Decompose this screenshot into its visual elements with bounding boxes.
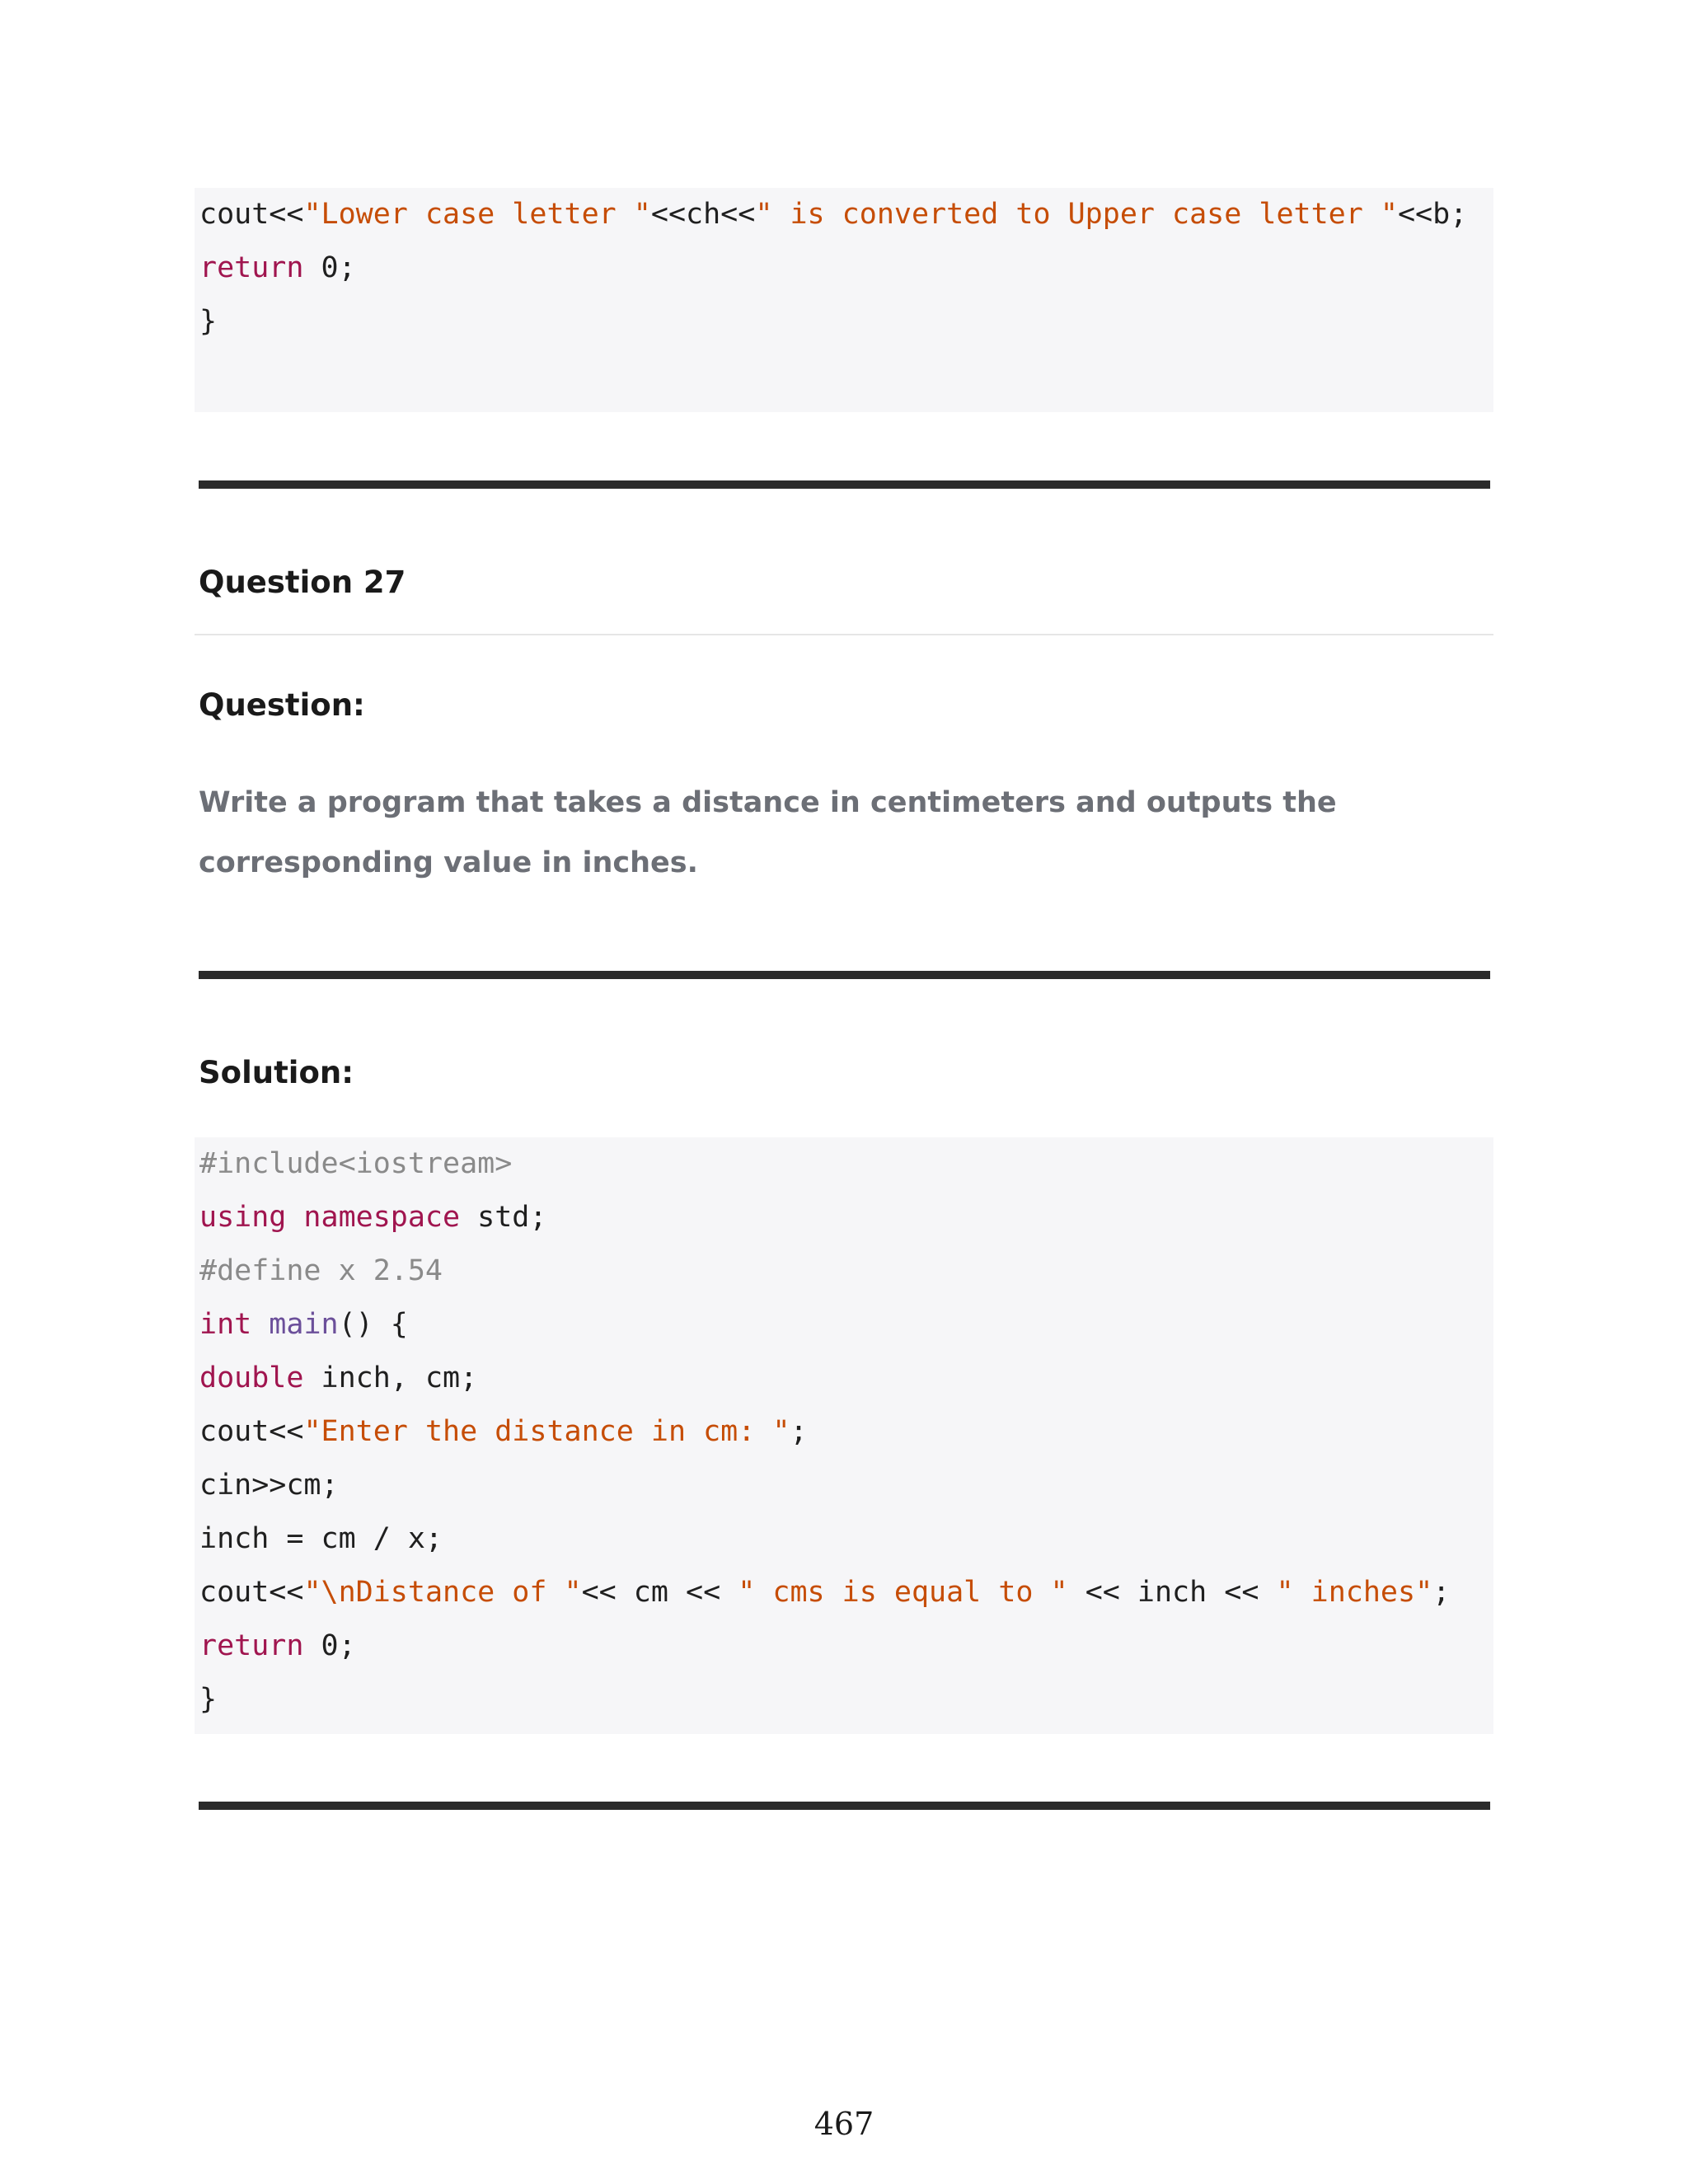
code-string: " is converted to Upper case letter " — [755, 198, 1398, 231]
code-string: "Enter the distance in cm: " — [303, 1415, 790, 1448]
code-line — [199, 1191, 1493, 1244]
code-token — [251, 1308, 269, 1341]
code-token: inch = cm / x; — [199, 1522, 443, 1555]
code-keyword: return — [199, 1629, 304, 1662]
section-divider — [199, 480, 1490, 489]
question-label: Question: — [199, 687, 365, 723]
question-number-heading: Question 27 — [199, 565, 406, 600]
code-token: } — [199, 305, 218, 338]
code-token: std; — [460, 1201, 547, 1234]
code-token: cout<< — [199, 198, 304, 231]
code-line — [199, 1352, 1493, 1405]
code-token: } — [199, 1683, 218, 1716]
code-token: 0; — [303, 1629, 356, 1662]
code-block-solution — [195, 1137, 1493, 1734]
code-token: () { — [338, 1308, 408, 1341]
code-token: ; — [1432, 1576, 1451, 1609]
code-string: "Lower case letter " — [303, 198, 651, 231]
code-line — [199, 295, 1493, 349]
code-token: <<b; — [1397, 198, 1468, 231]
code-line — [199, 1405, 1493, 1459]
code-keyword: return — [199, 251, 304, 284]
code-line — [199, 1298, 1493, 1352]
section-divider — [199, 971, 1490, 979]
code-line — [199, 241, 1493, 295]
code-function-name: main — [269, 1308, 339, 1341]
code-line — [199, 1459, 1493, 1512]
code-token: cout<< — [199, 1415, 304, 1448]
solution-label: Solution: — [199, 1055, 354, 1090]
section-divider — [199, 1802, 1490, 1810]
code-line — [199, 1566, 1493, 1619]
code-string: " inches" — [1276, 1576, 1433, 1609]
code-token: cin>>cm; — [199, 1469, 339, 1502]
question-text: Write a program that takes a distance in centimeters and outputs the corresponding value in inches. — [199, 786, 1337, 879]
code-keyword: using namespace — [199, 1201, 461, 1234]
code-line — [199, 1673, 1493, 1727]
code-line — [199, 1619, 1493, 1673]
code-token: << inch << — [1067, 1576, 1277, 1609]
code-line — [199, 1512, 1493, 1566]
code-token: ; — [790, 1415, 808, 1448]
code-preprocessor: #define x 2.54 — [199, 1254, 443, 1287]
page-number: 467 — [814, 2106, 874, 2142]
code-keyword: int — [199, 1308, 252, 1341]
code-token: cout<< — [199, 1576, 304, 1609]
code-line — [199, 1137, 1493, 1191]
code-token: <<ch<< — [650, 198, 756, 231]
code-string: "\nDistance of " — [303, 1576, 582, 1609]
code-token: 0; — [303, 251, 356, 284]
code-line — [199, 188, 1493, 241]
code-string: " cms is equal to " — [738, 1576, 1068, 1609]
heading-underline — [195, 634, 1493, 635]
code-token: inch, cm; — [303, 1361, 478, 1394]
code-block-top — [195, 188, 1493, 412]
code-token: << cm << — [581, 1576, 738, 1609]
code-line — [199, 1244, 1493, 1298]
code-preprocessor: #include<iostream> — [199, 1147, 513, 1180]
code-keyword: double — [199, 1361, 304, 1394]
